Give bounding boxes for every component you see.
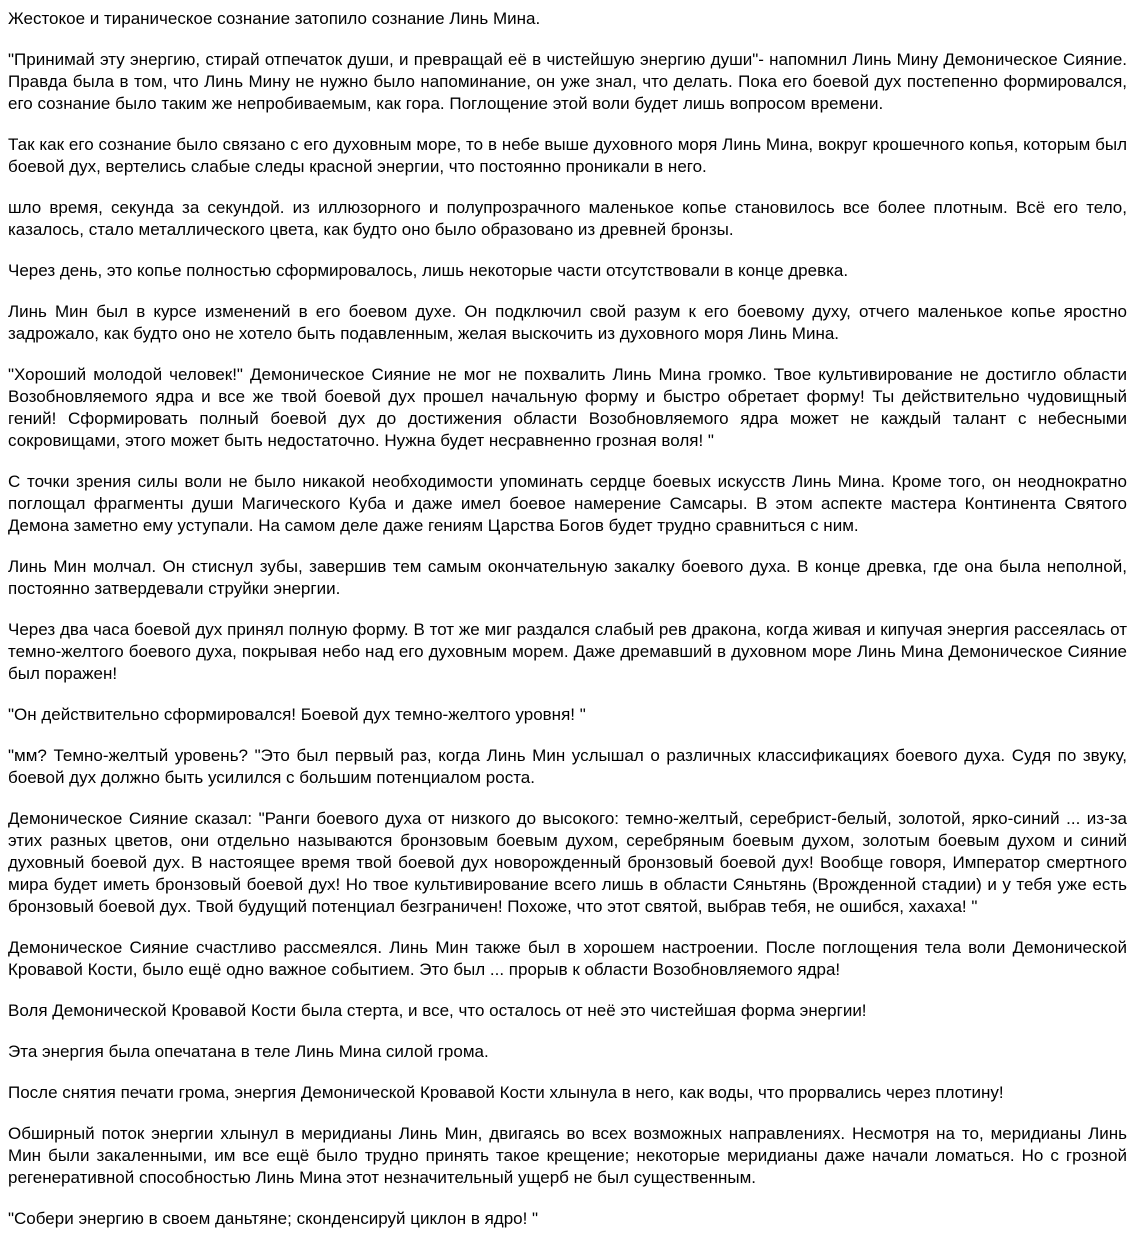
paragraph-17: После снятия печати грома, энергия Демонической Кровавой Кости хлынула в него, как воды, что прорвались через плотину! (8, 1083, 1004, 1102)
document-body (8, 8, 1127, 1230)
paragraph-18: Обширный поток энергии хлынул в меридианы Линь Мин, двигаясь во всех возможных направлениях. Несмотря на то, меридианы Линь Мин были закаленными, им все ещё было трудно принять такое крещение; некоторые меридианы даже начали ломаться. Но с грозной регенеративной способностью Линь Мина этот незначительный ущерб не был существенным. (8, 1124, 1127, 1187)
paragraph-16: Эта энергия была опечатана в теле Линь Мина силой грома. (8, 1042, 489, 1061)
paragraph-1: Жестокое и тираническое сознание затопило сознание Линь Мина. (8, 9, 541, 28)
paragraph-12: "мм? Темно-желтый уровень? "Это был первый раз, когда Линь Мин услышал о различных классификациях боевого духа. Судя по звуку, боевой дух должно быть усилился с большим потенциалом роста. (8, 746, 1127, 787)
paragraph-10: Через два часа боевой дух принял полную форму. В тот же миг раздался слабый рев дракона, когда живая и кипучая энергия рассеялась от темно-желтого боевого духа, покрывая небо над его духовным морем. Даже дремавший в духовном море Линь Мина Демоническое Сияние был поражен! (8, 620, 1127, 683)
paragraph-4: шло время, секунда за секундой. из иллюзорного и полупрозрачного маленькое копье становилось все более плотным. Всё его тело, казалось, стало металлического цвета, как будто оно было образовано из древней бронзы. (8, 198, 1127, 239)
paragraph-11: "Он действительно сформировался! Боевой дух темно-желтого уровня! " (8, 705, 586, 724)
paragraph-9: Линь Мин молчал. Он стиснул зубы, завершив тем самым окончательную закалку боевого духа. В конце древка, где она была неполной, постоянно затвердевали струйки энергии. (8, 557, 1127, 598)
paragraph-6: Линь Мин был в курсе изменений в его боевом духе. Он подключил свой разум к его боевому духу, отчего маленькое копье яростно задрожало, как будто оно не хотело быть подавленным, желая выскочить из духовного моря Линь Мина. (8, 302, 1127, 343)
paragraph-7: "Хороший молодой человек!" Демоническое Сияние не мог не похвалить Линь Мина громко. Твое культивирование не достигло области Возобновляемого ядра и все же твой боевой дух прошел начальную форму и быстро обретает форму! Ты действительно чудовищный гений! Сформировать полный боевой дух до достижения области Возобновляемого ядра может не каждый талант с небесными сокровищами, этого может быть недостаточно. Нужна будет несравненно грозная воля! " (8, 365, 1127, 450)
paragraph-8: С точки зрения силы воли не было никакой необходимости упоминать сердце боевых искусств Линь Мина. Кроме того, он неоднократно поглощал фрагменты души Магического Куба и даже имел боевое намерение Самсары. В этом аспекте мастера Континента Святого Демона заметно ему уступали. На самом деле даже гениям Царства Богов будет трудно сравниться с ним. (8, 472, 1127, 535)
paragraph-14: Демоническое Сияние счастливо рассмеялся. Линь Мин также был в хорошем настроении. После поглощения тела воли Демонической Кровавой Кости, было ещё одно важное событием. Это был ... прорыв к области Возобновляемого ядра! (8, 938, 1127, 979)
paragraph-2: "Принимай эту энергию, стирай отпечаток души, и превращай её в чистейшую энергию души"- напомнил Линь Мину Демоническое Сияние. Правда была в том, что Линь Мину не нужно было напоминание, он уже знал, что делать. Пока его боевой дух постепенно формировался, его сознание было таким же непробиваемым, как гора. Поглощение этой воли будет лишь вопросом времени. (8, 50, 1127, 113)
paragraph-3: Так как его сознание было связано с его духовным море, то в небе выше духовного моря Линь Мина, вокруг крошечного копья, которым был боевой дух, вертелись слабые следы красной энергии, что постоянно проникали в него. (8, 135, 1127, 176)
paragraph-5: Через день, это копье полностью сформировалось, лишь некоторые части отсутствовали в конце древка. (8, 261, 849, 280)
paragraph-13: Демоническое Сияние сказал: "Ранги боевого духа от низкого до высокого: темно-желтый, серебрист-белый, золотой, ярко-синий ... из-за этих разных цветов, они отдельно называются бронзовым боевым духом, серебряным боевым духом, золотым боевым духом и синий духовный боевой дух. В настоящее время твой боевой дух новорожденный бронзовый боевой дух! Вообще говоря, Император смертного мира будет иметь бронзовый боевой дух! Но твое культивирование всего лишь в области Сяньтянь (Врожденной стадии) и у тебя уже есть бронзовый боевой дух. Твой будущий потенциал безграничен! Похоже, что этот святой, выбрав тебя, не ошибся, хахаха! " (8, 809, 1127, 916)
paragraph-19: "Собери энергию в своем даньтяне; сконденсируй циклон в ядро! " (8, 1209, 539, 1228)
paragraph-15: Воля Демонической Кровавой Кости была стерта, и все, что осталось от неё это чистейшая форма энергии! (8, 1001, 867, 1020)
